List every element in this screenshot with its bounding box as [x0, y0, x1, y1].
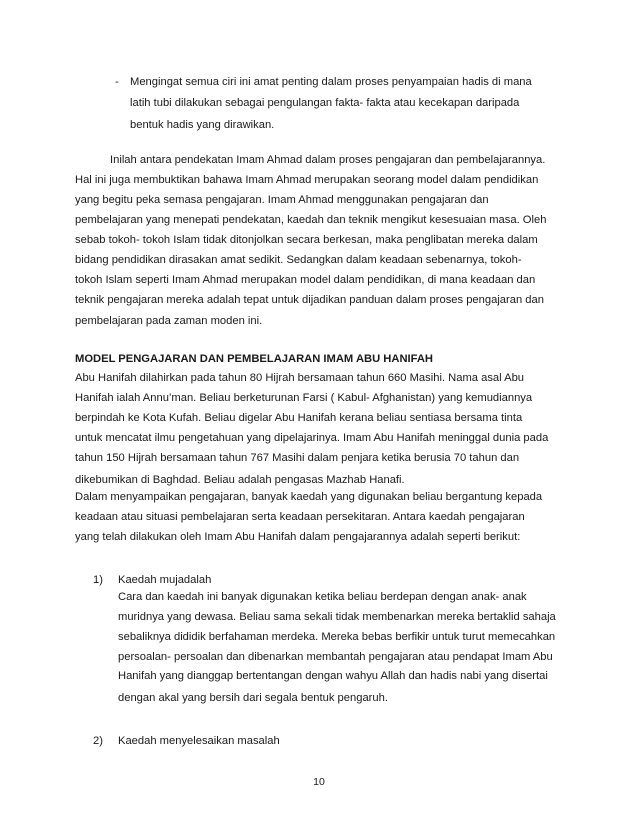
bullet-line: Mengingat semua ciri ini amat penting dalam proses penyampaian hadis di mana	[130, 76, 532, 88]
list-item-line: sebaliknya dididik berfahaman merdeka. Mereka bebas berfikir untuk turut memecahkan	[118, 631, 556, 643]
paragraph-line: Inilah antara pendekatan Imam Ahmad dalam proses pengajaran dan pembelajarannya.	[110, 154, 546, 166]
list-marker: 2)	[93, 735, 103, 747]
paragraph-line: bidang pendidikan dirasakan amat sedikit. Sedangkan dalam keadaan sebenarnya, tokoh-	[75, 254, 522, 266]
bullet-line: bentuk hadis yang dirawikan.	[130, 119, 275, 131]
paragraph-line: Abu Hanifah dilahirkan pada tahun 80 Hijrah bersamaan tahun 660 Masihi. Nama asal Abu	[75, 372, 525, 384]
section-heading: MODEL PENGAJARAN DAN PEMBELAJARAN IMAM ABU HANIFAH	[75, 353, 434, 365]
paragraph-line: pembelajaran yang menepati pendekatan, kaedah dan teknik mengikut kesesuaian masa. Oleh	[75, 214, 547, 226]
paragraph-line: berpindah ke Kota Kufah. Beliau digelar Abu Hanifah kerana beliau sentiasa bersama tinta	[75, 412, 523, 424]
bullet-line: latih tubi dilakukan sebagai pengulangan fakta- fakta atau kecekapan daripada	[130, 97, 520, 109]
paragraph-line: dikebumikan di Baghdad. Beliau adalah pengasas Mazhab Hanafi.	[75, 474, 405, 486]
list-marker: 1)	[93, 574, 103, 586]
paragraph-line: teknik pengajaran mereka adalah tepat untuk dijadikan panduan dalam proses pengajaran dan	[75, 294, 544, 306]
list-item-title: Kaedah menyelesaikan masalah	[118, 735, 280, 747]
paragraph-line: untuk mencatat ilmu pengetahuan yang dipelajarinya. Imam Abu Hanifah meninggal dunia pada	[75, 432, 549, 444]
paragraph-line: tahun 150 Hijrah bersamaan tahun 767 Masihi dalam penjara ketika berusia 70 tahun dan	[75, 452, 520, 464]
paragraph-line: yang begitu peka semasa pengajaran. Imam Ahmad menggunakan pengajaran dan	[75, 194, 489, 206]
paragraph-line: pembelajaran pada zaman moden ini.	[75, 315, 263, 327]
bullet-marker: -	[115, 76, 119, 88]
paragraph-line: tokoh Islam seperti Imam Ahmad merupakan model dalam pendidikan, di mana keadaan dan	[75, 274, 536, 286]
paragraph-line: sebab tokoh- tokoh Islam tidak ditonjolkan secara berkesan, maka penglibatan mereka dalam	[75, 234, 538, 246]
paragraph-line: Hanifah ialah Annu’man. Beliau berketurunan Farsi ( Kabul- Afghanistan) yang kemudiannya	[75, 392, 533, 404]
paragraph-line: Dalam menyampaikan pengajaran, banyak kaedah yang digunakan beliau bergantung kepada	[75, 491, 543, 503]
list-item-line: Cara dan kaedah ini banyak digunakan ketika beliau berdepan dengan anak- anak	[118, 591, 527, 603]
paragraph-line: Hal ini juga membuktikan bahawa Imam Ahmad merupakan seorang model dalam pendidikan	[75, 174, 539, 186]
list-item-line: persoalan- persoalan dan dibenarkan membantah pengajaran atau pendapat Imam Abu	[118, 651, 553, 663]
list-item-line: Hanifah yang dianggap bertentangan dengan wahyu Allah dan hadis nabi yang disertai	[118, 670, 548, 682]
list-item-title: Kaedah mujadalah	[118, 574, 212, 586]
page-number: 10	[313, 776, 325, 788]
paragraph-line: yang telah dilakukan oleh Imam Abu Hanifah dalam pengajarannya adalah seperti berikut:	[75, 531, 521, 543]
paragraph-line: keadaan atau situasi pembelajaran serta keadaan persekitaran. Antara kaedah pengajaran	[75, 511, 525, 523]
list-item-line: dengan akal yang bersih dari segala bentuk pengaruh.	[118, 692, 388, 704]
list-item-line: muridnya yang dewasa. Beliau sama sekali tidak membenarkan mereka bertaklid sahaja	[118, 611, 556, 623]
